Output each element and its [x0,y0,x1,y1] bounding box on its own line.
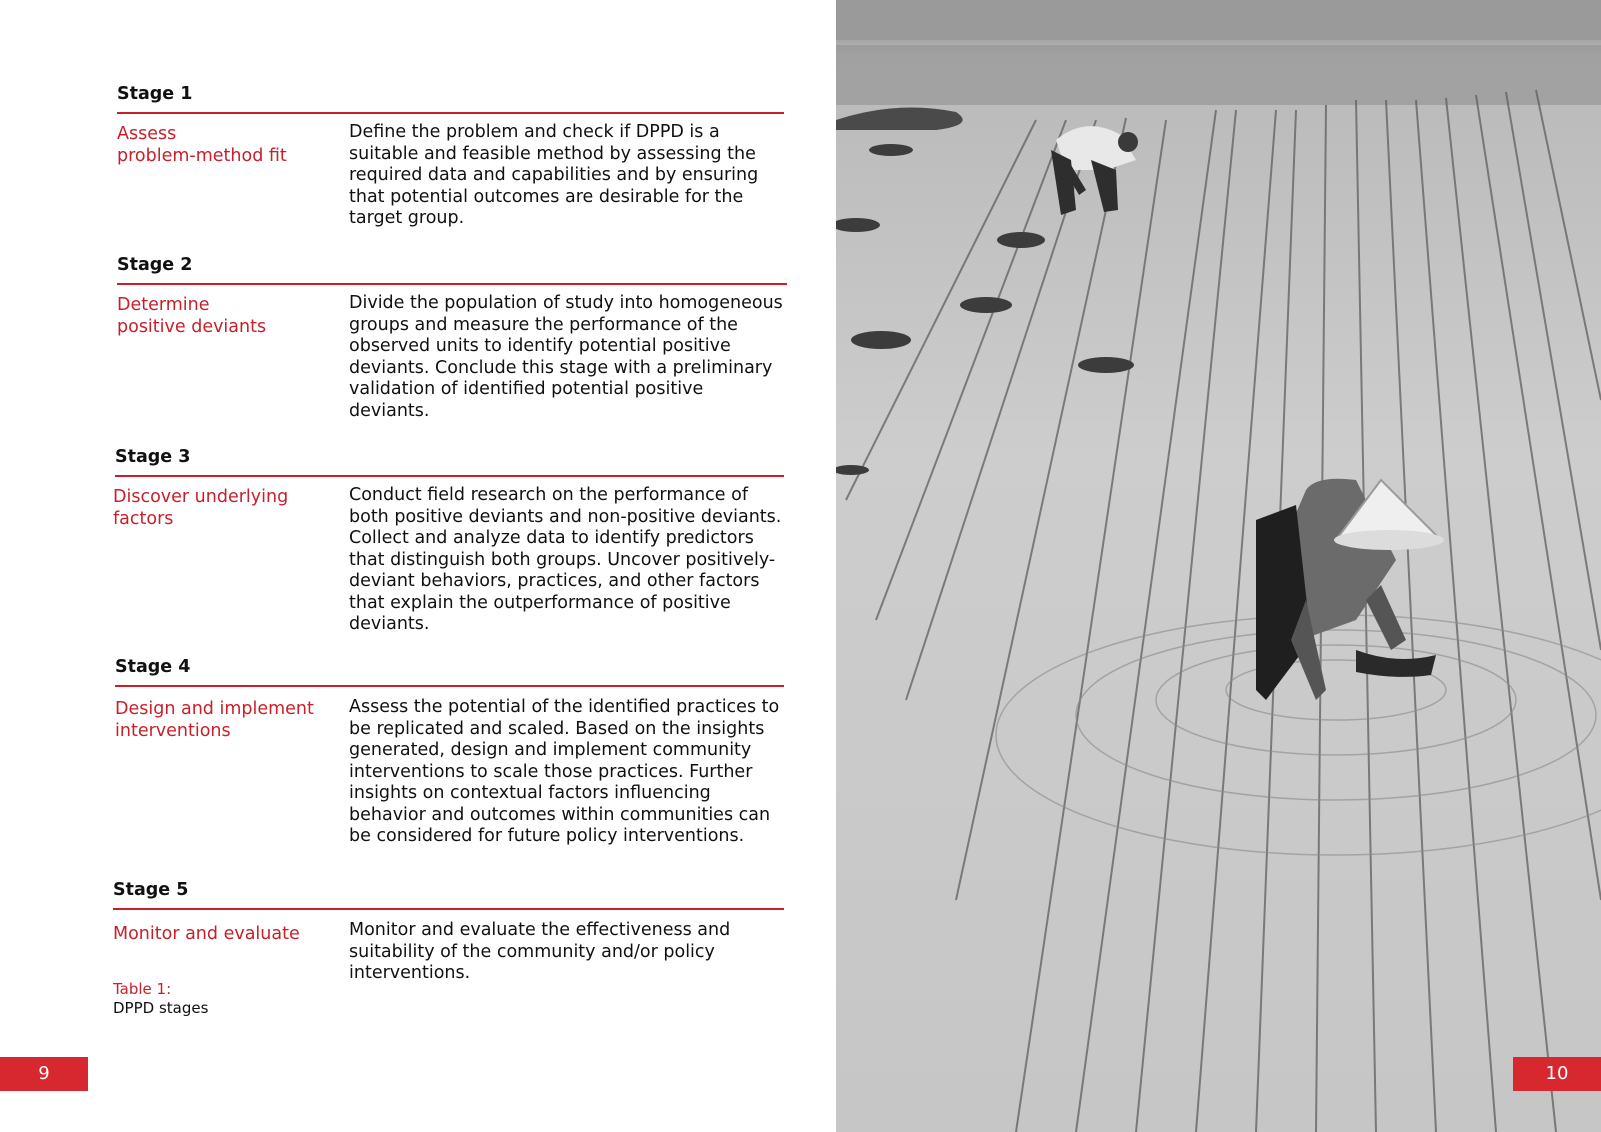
stage-2 [117,254,787,421]
stage-divider [115,685,784,687]
stage-description: Define the problem and check if DPPD is a suitable and feasible method by assessing the required data and capabilities and by ensuring that potential outcomes are desirable for the target group. [349,122,759,228]
stage-divider [117,283,787,285]
stage-row [117,293,787,421]
page-number-left: 9 [0,1057,88,1091]
far-field [836,45,1601,105]
stage-4 [115,656,784,846]
stage-row [113,920,784,983]
stage-3 [113,446,784,634]
stage-heading: Stage 5 [113,880,189,900]
stage-description: Divide the population of study into homogeneous groups and measure the performance of the observed units to identify potential positive deviants. Conclude this stage with a preliminary validation of identified potential positive deviants. [349,293,783,421]
stage-description: Assess the potential of the identified practices to be replicated and scaled. Based on the insights generated, design and implement community interventions to scale those practices. Further insights on contextual factors influencing behavior and outcomes within communities can be considered for future policy interventions. [349,697,780,846]
stage-1 [117,83,784,228]
stage-divider [113,908,784,910]
table-caption [113,980,208,1018]
rice-field-photo [836,0,1601,1132]
stage-heading: Stage 2 [117,255,193,275]
caption-text: DPPD stages [113,999,209,1017]
stage-heading: Stage 3 [115,447,191,467]
stage-name: Design and implement interventions [115,699,314,741]
page-number-right: 10 [1513,1057,1601,1091]
stage-5 [113,879,784,983]
stage-row [117,122,784,228]
far-water [836,0,1601,40]
stage-divider [117,112,784,114]
stage-name: Assess problem-method fit [117,124,287,166]
stage-description: Conduct field research on the performance of both positive deviants and non-positive deviants. Collect and analyze data to identify predictors that distinguish both groups. Uncover positively-deviant behaviors, practices, and other factors that explain the outperformance of positive deviants. [349,485,782,634]
stage-heading: Stage 1 [117,84,193,104]
stage-name: Discover underlying factors [113,487,289,529]
stage-divider [115,475,784,477]
stage-row [113,485,784,634]
stage-description: Monitor and evaluate the effectiveness and suitability of the community and/or policy interventions. [349,920,731,983]
rice-field-illustration [836,0,1601,1132]
stage-heading: Stage 4 [115,657,191,677]
stage-name: Determine positive deviants [117,295,267,337]
stage-name: Monitor and evaluate [113,924,300,944]
caption-label: Table 1: [113,980,172,998]
stage-row [115,697,784,846]
